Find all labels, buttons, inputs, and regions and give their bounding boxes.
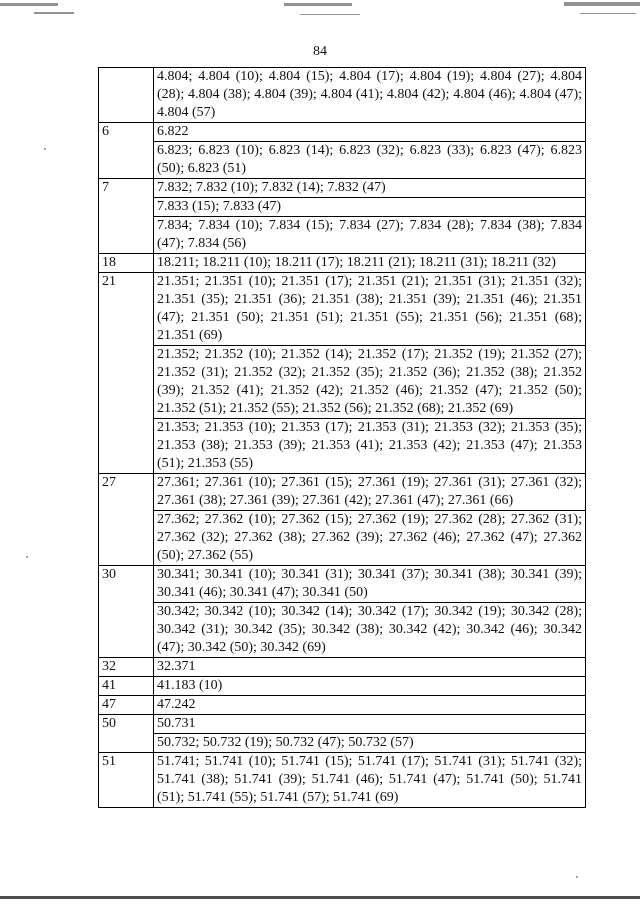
table-row <box>99 217 586 254</box>
codes-table <box>98 67 586 808</box>
row-value-cell: 21.353; 21.353 (10); 21.353 (17); 21.353 (31); 21.353 (32); 21.353 (35); 21.353 (38); 21.353 (39); 21.353 (41); 21.353 (42); 21.353 (47); 21.353 (51); 21.353 (55) <box>154 419 586 474</box>
row-value-cell: 30.342; 30.342 (10); 30.342 (14); 30.342 (17); 30.342 (19); 30.342 (28); 30.342 (31); 30.342 (35); 30.342 (38); 30.342 (42); 30.342 (46); 30.342 (47); 30.342 (50); 30.342 (69) <box>154 603 586 658</box>
table-row <box>99 715 586 734</box>
row-value-cell: 7.833 (15); 7.833 (47) <box>154 198 586 217</box>
table-row <box>99 603 586 658</box>
row-key-cell: 6 <box>99 123 154 179</box>
table-row <box>99 198 586 217</box>
table-row <box>99 346 586 419</box>
row-value-cell: 7.832; 7.832 (10); 7.832 (14); 7.832 (47) <box>154 179 586 198</box>
row-key-cell: 32 <box>99 658 154 677</box>
scan-speck <box>44 148 46 150</box>
table-row <box>99 419 586 474</box>
row-key-cell: 27 <box>99 474 154 566</box>
row-value-cell: 6.823; 6.823 (10); 6.823 (14); 6.823 (32); 6.823 (33); 6.823 (47); 6.823 (50); 6.823 (51) <box>154 142 586 179</box>
row-value-cell: 47.242 <box>154 696 586 715</box>
row-key-cell: 30 <box>99 566 154 658</box>
row-value-cell: 21.352; 21.352 (10); 21.352 (14); 21.352 (17); 21.352 (19); 21.352 (27); 21.352 (31); 21.352 (32); 21.352 (35); 21.352 (36); 21.352 (38); 21.352 (39); 21.352 (41); 21.352 (42); 21.352 (46); 21.352 (47); 21.352 (50); 21.352 (51); 21.352 (55); 21.352 (56); 21.352 (68); 21.352 (69) <box>154 346 586 419</box>
row-key-cell: 41 <box>99 677 154 696</box>
table-row <box>99 566 586 603</box>
row-value-cell: 30.341; 30.341 (10); 30.341 (31); 30.341 (37); 30.341 (38); 30.341 (39); 30.341 (46); 30.341 (47); 30.341 (50) <box>154 566 586 603</box>
table-row <box>99 658 586 677</box>
table-row <box>99 123 586 142</box>
table-row <box>99 696 586 715</box>
table-row <box>99 511 586 566</box>
row-value-cell: 51.741; 51.741 (10); 51.741 (15); 51.741 (17); 51.741 (31); 51.741 (32); 51.741 (38); 51.741 (39); 51.741 (46); 51.741 (47); 51.741 (50); 51.741 (51); 51.741 (55); 51.741 (57); 51.741 (69) <box>154 753 586 808</box>
row-value-cell: 27.362; 27.362 (10); 27.362 (15); 27.362 (19); 27.362 (28); 27.362 (31); 27.362 (32); 27.362 (38); 27.362 (39); 27.362 (46); 27.362 (47); 27.362 (50); 27.362 (55) <box>154 511 586 566</box>
row-value-cell: 41.183 (10) <box>154 677 586 696</box>
table-row <box>99 677 586 696</box>
table-row <box>99 474 586 511</box>
table-row <box>99 753 586 808</box>
table-row <box>99 254 586 273</box>
table-row <box>99 734 586 753</box>
row-key-cell: 21 <box>99 273 154 474</box>
scan-artifact-bottom <box>0 896 640 899</box>
row-key-cell: 50 <box>99 715 154 753</box>
row-value-cell: 21.351; 21.351 (10); 21.351 (17); 21.351 (21); 21.351 (31); 21.351 (32); 21.351 (35); 21.351 (36); 21.351 (38); 21.351 (39); 21.351 (46); 21.351 (47); 21.351 (50); 21.351 (51); 21.351 (55); 21.351 (56); 21.351 (68); 21.351 (69) <box>154 273 586 346</box>
row-key-cell: 47 <box>99 696 154 715</box>
row-value-cell: 50.732; 50.732 (19); 50.732 (47); 50.732 (57) <box>154 734 586 753</box>
row-key-cell: 51 <box>99 753 154 808</box>
page-number: 84 <box>313 44 327 59</box>
codes-table-body <box>99 68 586 808</box>
row-value-cell: 18.211; 18.211 (10); 18.211 (17); 18.211 (21); 18.211 (31); 18.211 (32) <box>154 254 586 273</box>
row-value-cell: 32.371 <box>154 658 586 677</box>
row-value-cell: 4.804; 4.804 (10); 4.804 (15); 4.804 (17); 4.804 (19); 4.804 (27); 4.804 (28); 4.804 (38); 4.804 (39); 4.804 (41); 4.804 (42); 4.804 (46); 4.804 (47); 4.804 (57) <box>154 68 586 123</box>
scan-speck <box>576 876 578 878</box>
row-value-cell: 7.834; 7.834 (10); 7.834 (15); 7.834 (27); 7.834 (28); 7.834 (38); 7.834 (47); 7.834 (56) <box>154 217 586 254</box>
row-value-cell: 50.731 <box>154 715 586 734</box>
row-key-cell: 7 <box>99 179 154 254</box>
table-row <box>99 179 586 198</box>
row-value-cell: 6.822 <box>154 123 586 142</box>
scan-artifacts-top <box>0 0 640 24</box>
row-value-cell: 27.361; 27.361 (10); 27.361 (15); 27.361 (19); 27.361 (31); 27.361 (32); 27.361 (38); 27.361 (39); 27.361 (42); 27.361 (47); 27.361 (66) <box>154 474 586 511</box>
table-row <box>99 142 586 179</box>
row-key-cell <box>99 68 154 123</box>
table-row <box>99 273 586 346</box>
row-key-cell: 18 <box>99 254 154 273</box>
scan-speck <box>26 556 28 558</box>
table-row <box>99 68 586 123</box>
